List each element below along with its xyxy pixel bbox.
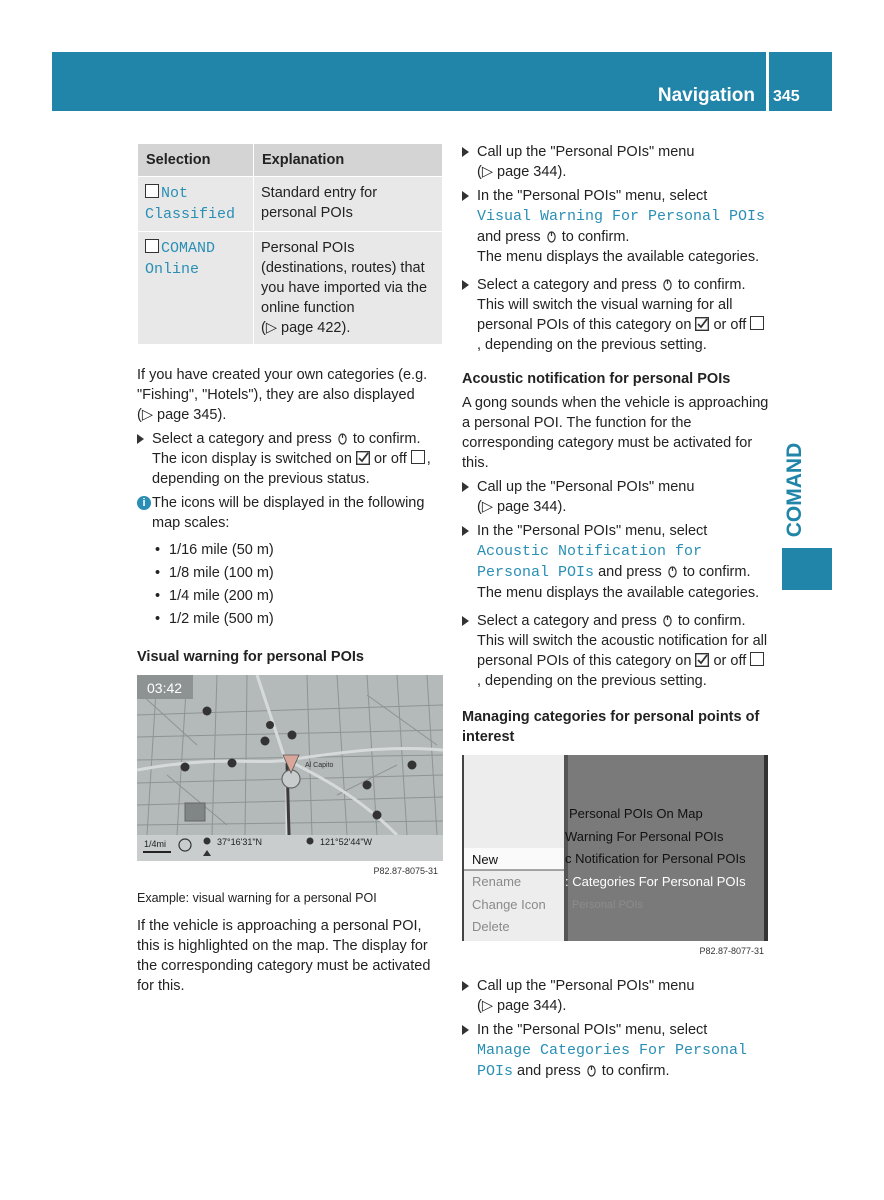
menu-item-text: Personal POIs xyxy=(477,564,595,581)
instruction-step: Call up the "Personal POIs" menu (▷ page 344). xyxy=(462,976,770,1016)
map-longitude: 121°52'44"W xyxy=(320,837,373,847)
map-graphic xyxy=(137,675,443,880)
selection-table xyxy=(137,143,443,345)
controller-press-icon xyxy=(587,1064,596,1077)
controller-press-icon xyxy=(668,565,677,578)
step-arrow-icon xyxy=(462,191,469,201)
custom-categories-text: If you have created your own categories (e.g. "Fishing", "Hotels"), they are also displayed (▷ page 345). xyxy=(137,367,428,423)
info-note: i The icons will be displayed in the following map scales: xyxy=(137,493,443,533)
step-arrow-icon xyxy=(462,147,469,157)
menu-item-text: Manage Categories For Personal xyxy=(477,1042,748,1059)
checkbox-checked-icon xyxy=(695,653,709,667)
body-text: A gong sounds when the vehicle is approaching a personal POI. The function for the corresponding category must be activated for this. xyxy=(462,395,769,471)
section-heading: Acoustic notification for personal POIs xyxy=(462,371,731,387)
menu-item-text: Acoustic Notification for xyxy=(477,543,703,560)
page-reference: (▷ page 422). xyxy=(261,320,351,336)
menu-option-delete: Delete xyxy=(472,919,510,934)
page-reference: (▷ page 344). xyxy=(477,998,567,1014)
instruction-step: Select a category and press to confirm. This will switch the acoustic notification for all personal POIs of this category on or off , depending on the previous setting. xyxy=(462,611,770,691)
instruction-step: In the "Personal POIs" menu, select Visual Warning For Personal POIs and press to confirm. The menu displays the available categories. xyxy=(462,186,770,267)
map-latitude: 37°16'31"N xyxy=(217,837,263,847)
controller-press-icon xyxy=(338,432,347,445)
explanation-cell: Personal POIs (destinations, routes) that you have imported via the online function xyxy=(261,240,428,316)
page-reference: (▷ page 345). xyxy=(137,407,227,423)
map-scale-label: 1/4mi xyxy=(144,839,167,849)
instruction-step: In the "Personal POIs" menu, select Manage Categories For Personal POIs and press to confirm. xyxy=(462,1020,770,1082)
instruction-step: Call up the "Personal POIs" menu (▷ page 344). xyxy=(462,142,770,182)
step-arrow-icon xyxy=(462,482,469,492)
section-heading: Managing categories for personal points of interest xyxy=(462,709,760,745)
step-arrow-icon xyxy=(462,981,469,991)
image-code: P82.87-8077-31 xyxy=(699,946,764,956)
side-tab-marker xyxy=(782,548,832,590)
map-screenshot xyxy=(137,675,443,880)
controller-press-icon xyxy=(663,614,672,627)
checkbox-checked-icon xyxy=(356,451,370,465)
step-arrow-icon xyxy=(462,526,469,536)
checkbox-icon xyxy=(750,316,764,330)
page-reference: (▷ page 344). xyxy=(477,499,567,515)
step-arrow-icon xyxy=(462,616,469,626)
menu-entry: Personal POIs On Map xyxy=(569,806,703,821)
page-number: 345 xyxy=(773,88,800,105)
step-arrow-icon xyxy=(462,1025,469,1035)
menu-entry: Warning For Personal POIs xyxy=(565,829,724,844)
instruction-step: Select a category and press to confirm. This will switch the visual warning for all personal POIs of this category on or off , depending on the previous setting. xyxy=(462,275,770,355)
page-header xyxy=(52,52,832,111)
header-divider xyxy=(766,52,769,111)
instruction-step: In the "Personal POIs" menu, select Acoustic Notification for Personal POIs and press to confirm. The menu displays the available categories. xyxy=(462,521,770,603)
menu-entry-faded: Personal POIs xyxy=(572,899,643,911)
figure-caption: Example: visual warning for a personal POI xyxy=(137,891,377,905)
instruction-step: Call up the "Personal POIs" menu (▷ page 344). xyxy=(462,477,770,517)
side-tab-label: COMAND xyxy=(783,442,806,538)
checkbox-icon xyxy=(750,652,764,666)
menu-entry: c Notification for Personal POIs xyxy=(565,851,746,866)
instruction-step: Select a category and press to confirm. The icon display is switched on or off , depending on the previous status. xyxy=(137,429,443,489)
list-item: • 1/2 mile (500 m) xyxy=(155,608,443,631)
checkbox-icon xyxy=(145,239,159,253)
page-reference: (▷ page 344). xyxy=(477,164,567,180)
menu-option-change-icon: Change Icon xyxy=(472,897,546,912)
checkbox-icon xyxy=(411,450,425,464)
checkbox-checked-icon xyxy=(695,317,709,331)
step-arrow-icon xyxy=(137,434,144,444)
menu-item-text: POIs xyxy=(477,1063,514,1080)
section-heading: Visual warning for personal POIs xyxy=(137,649,364,665)
controller-press-icon xyxy=(547,230,556,243)
map-time: 03:42 xyxy=(147,680,183,696)
menu-item-text: Visual Warning For Personal POIs xyxy=(477,208,766,225)
selection-value: COMAND Online xyxy=(145,240,216,278)
explanation-cell: Standard entry for personal POIs xyxy=(254,177,443,232)
map-street-label: Al Capito xyxy=(305,762,334,769)
table-header-explanation: Explanation xyxy=(254,144,443,177)
controller-press-icon xyxy=(663,278,672,291)
checkbox-icon xyxy=(145,184,159,198)
section-title: Navigation xyxy=(657,85,755,106)
table-row xyxy=(138,232,443,345)
right-column xyxy=(462,142,770,1082)
selection-value: Not Classified xyxy=(145,185,236,223)
menu-screenshot xyxy=(462,755,768,960)
image-code: P82.87-8075-31 xyxy=(373,866,438,876)
list-item: • 1/4 mile (200 m) xyxy=(155,585,443,608)
body-text: If the vehicle is approaching a personal POI, this is highlighted on the map. The display for the corresponding category must be activated for this. xyxy=(137,918,431,994)
info-icon: i xyxy=(137,496,151,510)
table-header-selection: Selection xyxy=(138,144,254,177)
list-item: • 1/8 mile (100 m) xyxy=(155,562,443,585)
left-column xyxy=(137,143,443,996)
menu-graphic xyxy=(462,755,768,960)
menu-option-rename: Rename xyxy=(472,874,522,889)
table-row xyxy=(138,177,443,232)
list-item: • 1/16 mile (50 m) xyxy=(155,539,443,562)
menu-option-new: New xyxy=(472,852,499,867)
map-scales-list xyxy=(137,539,443,631)
step-arrow-icon xyxy=(462,280,469,290)
menu-entry-highlighted: : Categories For Personal POIs xyxy=(565,874,746,889)
